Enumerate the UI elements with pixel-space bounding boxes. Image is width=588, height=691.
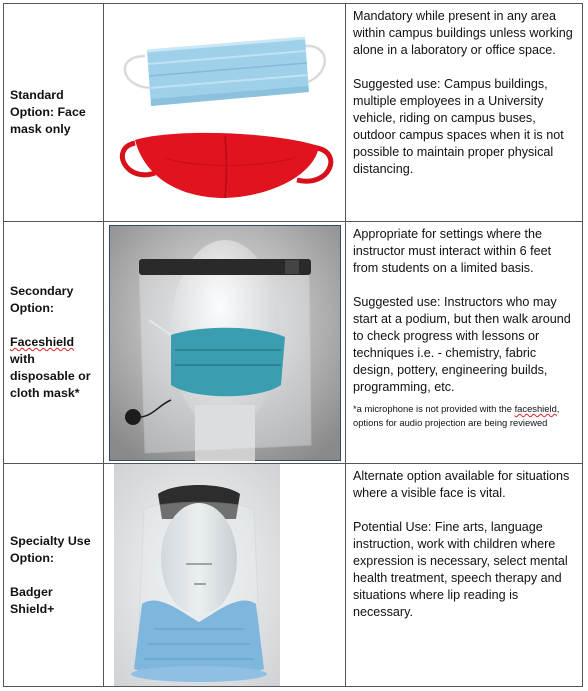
- option-cell: [4, 4, 104, 221]
- option-line: Option:: [10, 550, 55, 565]
- table-row-standard: [4, 4, 582, 222]
- microphone-note: [353, 402, 578, 430]
- ppe-options-table: [3, 3, 583, 687]
- note-faceshield-word: faceshield: [514, 403, 557, 414]
- option-cell: [4, 464, 104, 686]
- option-line: Specialty Use: [10, 533, 91, 548]
- image-cell: [104, 464, 346, 686]
- option-line: Option: Face: [10, 105, 86, 119]
- option-line: mask only: [10, 122, 71, 136]
- option-line: Badger: [10, 584, 53, 599]
- suggested-use-text: Suggested use: Instructors who may start at a podium, but then walk around to check progress with lessons or techniques i.e. - chemistry, fabric design, pottery, engineering builds, programming, etc.: [353, 295, 571, 394]
- note-text: , options for audio projection are being reviewed: [353, 403, 560, 428]
- potential-use-text: Potential Use: Fine arts, language instruction, work with children where expression is necessary, select mental health treatment, speech therapy and situations where lip reading is necessary.: [353, 520, 568, 619]
- option-line: disposable or: [10, 369, 91, 383]
- suggested-use-text: Suggested use: Campus buildings, multiple employees in a University vehicle, riding on campus buses, outdoor campus spaces when it is not possible to maintain proper physical distancing.: [353, 77, 564, 176]
- description-cell: [346, 464, 582, 686]
- image-cell: [104, 4, 346, 221]
- option-line: Faceshield: [10, 335, 75, 349]
- table-row-specialty: [4, 464, 582, 686]
- faceshield-mannequin-photo: [109, 225, 341, 461]
- note-text: *a microphone is not provided with the: [353, 403, 515, 414]
- option-label: [4, 87, 86, 138]
- option-line: Option:: [10, 301, 55, 315]
- image-cell: [104, 222, 346, 463]
- option-line: Shield+: [10, 601, 55, 616]
- description-cell: [346, 4, 582, 221]
- description-cell: [346, 222, 582, 463]
- option-line: Secondary: [10, 284, 74, 298]
- option-label: [4, 533, 91, 618]
- option-line: cloth mask*: [10, 386, 80, 400]
- option-cell: [4, 222, 104, 463]
- table-row-secondary: [4, 222, 582, 464]
- surgical-mask-photo: [105, 6, 345, 124]
- requirement-text: Alternate option available for situations where a visible face is vital.: [353, 469, 570, 500]
- requirement-text: Appropriate for settings where the instructor must interact within 6 feet from students on a limited basis.: [353, 227, 552, 275]
- option-line: with: [10, 352, 35, 366]
- option-line: Standard: [10, 88, 64, 102]
- option-label: [4, 283, 91, 402]
- badger-shield-photo: [114, 464, 280, 686]
- red-cloth-mask-photo: [105, 128, 345, 208]
- requirement-text: Mandatory while present in any area within campus buildings unless working alone in a laboratory or office space.: [353, 9, 573, 57]
